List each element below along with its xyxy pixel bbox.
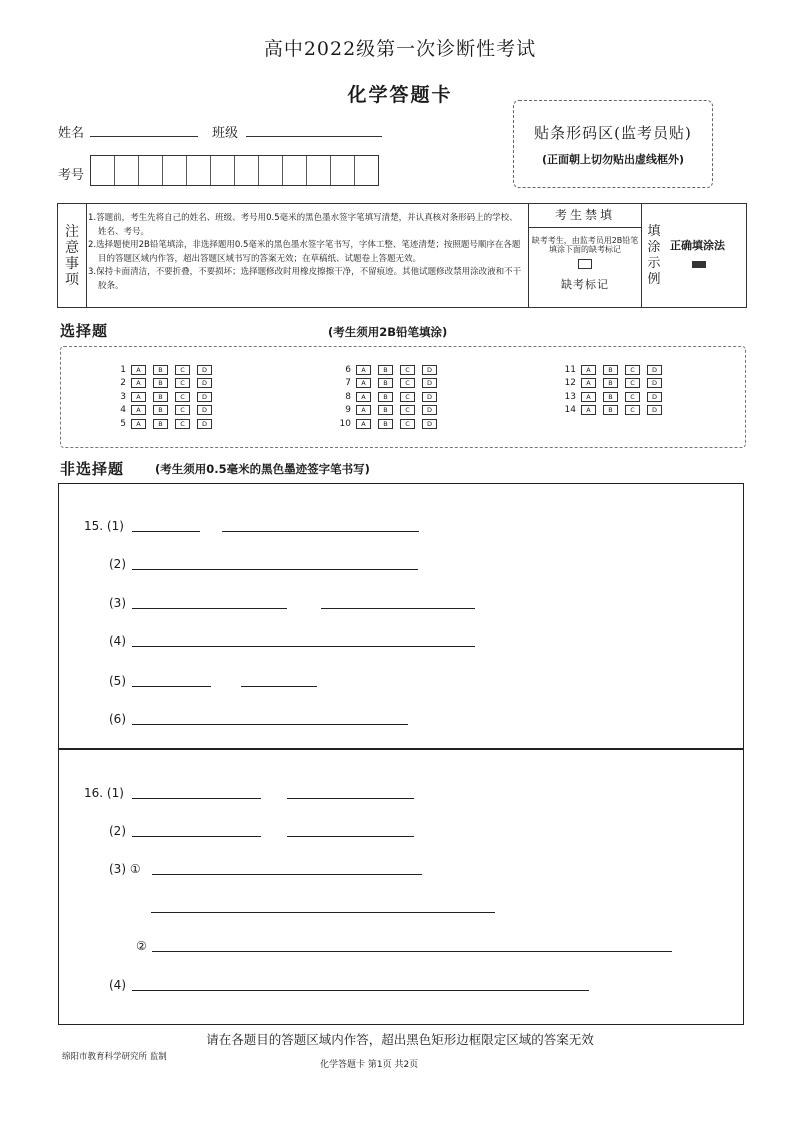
choice-option-bubble[interactable]: D — [422, 392, 437, 402]
choice-option-bubble[interactable]: A — [131, 419, 146, 429]
notice-item: 3.保持卡面清洁，不要折叠，不要损坏；选择题修改时用橡皮擦擦干净，不留痕迹。其他试题修改禁用涂改液和不干胶条。 — [88, 267, 522, 291]
barcode-label: 贴条形码区(监考员贴) — [534, 124, 692, 142]
choice-area — [60, 346, 746, 448]
class-label: 班级 — [212, 126, 239, 141]
choice-note: (考生须用2B铅笔填涂) — [328, 325, 448, 339]
absent-label: 缺考标记 — [561, 278, 609, 291]
choice-option-bubble[interactable]: D — [422, 405, 437, 415]
choice-question-number: 7 — [345, 378, 351, 388]
part-label: (5) — [109, 674, 126, 688]
choice-option-bubble[interactable]: A — [356, 405, 371, 415]
choice-option-bubble[interactable]: C — [175, 392, 190, 402]
part-label: (1) — [106, 519, 124, 533]
part-label: (6) — [109, 712, 126, 726]
publisher: 绵阳市教育科学研究所 监制 — [62, 1052, 167, 1062]
answer-line[interactable] — [132, 607, 287, 609]
choice-question-row — [331, 417, 444, 430]
choice-option-bubble[interactable]: D — [197, 392, 212, 402]
choice-option-bubble[interactable]: D — [197, 419, 212, 429]
choice-option-bubble[interactable]: C — [625, 405, 640, 415]
choice-question-number: 6 — [345, 364, 351, 375]
correct-fill-mark — [692, 261, 706, 268]
choice-question-row — [556, 377, 669, 390]
barcode-area — [513, 100, 713, 188]
choice-question-row — [331, 377, 444, 390]
answer-line[interactable] — [241, 685, 317, 687]
choice-option-bubble[interactable]: C — [400, 365, 415, 375]
answer-line[interactable] — [132, 797, 261, 799]
correct-fill-label: 正确填涂法 — [670, 239, 725, 252]
choice-question-row — [106, 417, 219, 430]
part-label: (2) — [109, 557, 126, 571]
choice-question-number: 11 — [564, 364, 576, 375]
choice-question-number: 10 — [339, 418, 351, 429]
choice-option-bubble[interactable]: B — [603, 405, 618, 415]
choice-option-bubble[interactable]: C — [175, 378, 190, 388]
part-label: (3) — [109, 596, 126, 610]
choice-option-bubble[interactable]: A — [581, 378, 596, 388]
choice-question-row — [556, 404, 669, 417]
choice-option-bubble[interactable]: A — [131, 365, 146, 375]
choice-question-number: 2 — [120, 378, 126, 388]
choice-option-bubble[interactable]: C — [625, 392, 640, 402]
choice-option-bubble[interactable]: C — [625, 365, 640, 375]
question-number: 15. — [84, 519, 104, 533]
choice-option-bubble[interactable]: A — [581, 392, 596, 402]
answer-box — [58, 483, 744, 1025]
class-field[interactable] — [246, 122, 382, 137]
notice-item: 1.答题前，考生先将自己的姓名、班级、考号用0.5毫米的黑色墨水签字笔填写清楚，并认真核对条形码上的学校、姓名、考号。 — [88, 213, 518, 237]
answer-line[interactable] — [152, 873, 422, 875]
circle-two: ② — [136, 939, 147, 953]
choice-question-row — [106, 363, 219, 376]
choice-option-bubble[interactable]: C — [175, 405, 190, 415]
choice-option-bubble[interactable]: A — [131, 378, 146, 388]
choice-question-number: 4 — [120, 405, 126, 415]
choice-question-row — [556, 363, 669, 376]
choice-option-bubble[interactable]: A — [356, 419, 371, 429]
nonchoice-note: (考生须用0.5毫米的黑色墨迹签字笔书写) — [155, 462, 370, 476]
exam-id-label: 考号 — [58, 168, 85, 183]
choice-question-number: 3 — [120, 391, 126, 402]
choice-option-bubble[interactable]: C — [175, 365, 190, 375]
barcode-note: (正面朝上切勿贴出虚线框外) — [541, 153, 685, 166]
choice-option-bubble[interactable]: D — [647, 392, 662, 402]
notice-box — [57, 203, 747, 308]
name-label: 姓名 — [58, 126, 85, 141]
choice-question-row — [106, 390, 219, 403]
page-title: 高中2022级第一次诊断性考试 — [263, 38, 537, 60]
choice-option-bubble[interactable]: D — [422, 378, 437, 388]
fill-example-heading: 填 涂 示 例 — [647, 223, 661, 287]
choice-question-row — [106, 377, 219, 390]
choice-option-bubble[interactable]: C — [400, 378, 415, 388]
page-number: 化学答题卡 第1页 共2页 — [320, 1060, 419, 1070]
question-number: 16. — [84, 786, 104, 800]
choice-option-bubble[interactable]: A — [581, 365, 596, 375]
choice-option-bubble[interactable]: B — [153, 365, 168, 375]
choice-question-number: 13 — [564, 391, 576, 402]
choice-option-bubble[interactable]: D — [197, 405, 212, 415]
choice-option-bubble[interactable]: C — [625, 378, 640, 388]
choice-question-number: 12 — [564, 378, 576, 388]
footer-warning: 请在各题目的答题区域内作答，超出黑色矩形边框限定区域的答案无效 — [206, 1032, 594, 1047]
choice-question-number: 9 — [345, 405, 351, 415]
choice-question-number: 1 — [120, 364, 126, 375]
choice-option-bubble[interactable]: D — [422, 419, 437, 429]
answer-line[interactable] — [132, 989, 589, 991]
choice-option-bubble[interactable]: C — [400, 405, 415, 415]
choice-question-row — [331, 404, 444, 417]
page-subtitle: 化学答题卡 — [347, 84, 453, 106]
part-label: (1) — [106, 786, 124, 800]
choice-option-bubble[interactable]: B — [153, 392, 168, 402]
choice-option-bubble[interactable]: B — [378, 378, 393, 388]
answer-line[interactable] — [287, 835, 414, 837]
answer-line[interactable] — [132, 835, 261, 837]
part-label: (4) — [109, 634, 126, 648]
choice-question-row — [331, 390, 444, 403]
choice-option-bubble[interactable]: B — [603, 392, 618, 402]
choice-question-number: 8 — [345, 391, 351, 402]
choice-question-row — [556, 390, 669, 403]
choice-option-bubble[interactable]: A — [356, 365, 371, 375]
choice-question-number: 14 — [564, 405, 576, 415]
choice-option-bubble[interactable]: D — [647, 378, 662, 388]
nonchoice-heading: 非选择题 — [60, 460, 125, 478]
choice-option-bubble[interactable]: D — [647, 405, 662, 415]
exam-id-grid[interactable] — [90, 155, 379, 186]
answer-line[interactable] — [222, 530, 419, 532]
answer-line[interactable] — [152, 950, 672, 952]
question-divider — [59, 748, 743, 750]
choice-option-bubble[interactable]: A — [131, 405, 146, 415]
choice-option-bubble[interactable]: B — [153, 378, 168, 388]
choice-option-bubble[interactable]: B — [378, 405, 393, 415]
choice-option-bubble[interactable]: B — [378, 392, 393, 402]
choice-option-bubble[interactable]: C — [175, 419, 190, 429]
notice-heading: 注 意 事 项 — [58, 204, 87, 307]
choice-question-row — [106, 404, 219, 417]
choice-option-bubble[interactable]: D — [197, 365, 212, 375]
exam-staff-area — [528, 204, 642, 307]
choice-option-bubble[interactable]: B — [603, 365, 618, 375]
notice-text — [88, 212, 525, 293]
choice-heading: 选择题 — [60, 322, 109, 340]
exam-staff-header: 考生禁填 — [529, 204, 641, 228]
choice-option-bubble[interactable]: D — [197, 378, 212, 388]
choice-question-number: 5 — [120, 418, 126, 429]
choice-option-bubble[interactable]: C — [400, 419, 415, 429]
answer-line[interactable] — [132, 685, 211, 687]
notice-item: 2.选择题使用2B铅笔填涂，非选择题用0.5毫米的黑色墨水签字笔书写，字体工整、笔迹清楚；按照题号顺序在各题目的答题区域内作答，超出答题区域书写的答案无效；在草稿纸、试题卷上答题无效。 — [88, 240, 521, 264]
choice-question-row — [331, 363, 444, 376]
answer-line[interactable] — [132, 645, 475, 647]
part-label: (4) — [109, 978, 126, 992]
choice-option-bubble[interactable]: A — [581, 405, 596, 415]
exam-staff-text: 缺考考生，由监考员用2B铅笔填涂下面的缺考标记 — [531, 236, 639, 254]
choice-option-bubble[interactable]: A — [131, 392, 146, 402]
choice-option-bubble[interactable]: D — [422, 365, 437, 375]
choice-option-bubble[interactable]: B — [153, 419, 168, 429]
part-label: (3) — [109, 862, 126, 876]
absent-checkbox[interactable] — [578, 259, 592, 269]
choice-option-bubble[interactable]: B — [153, 405, 168, 415]
answer-line[interactable] — [132, 530, 200, 532]
answer-line[interactable] — [151, 911, 495, 913]
answer-line[interactable] — [287, 797, 414, 799]
answer-line[interactable] — [132, 568, 418, 570]
choice-option-bubble[interactable]: B — [378, 419, 393, 429]
part-label: (2) — [109, 824, 126, 838]
choice-option-bubble[interactable]: B — [378, 365, 393, 375]
answer-line[interactable] — [132, 723, 408, 725]
name-field[interactable] — [90, 122, 198, 137]
circle-one: ① — [129, 862, 141, 876]
choice-option-bubble[interactable]: A — [356, 392, 371, 402]
choice-option-bubble[interactable]: D — [647, 365, 662, 375]
choice-option-bubble[interactable]: A — [356, 378, 371, 388]
answer-line[interactable] — [321, 607, 475, 609]
choice-option-bubble[interactable]: B — [603, 378, 618, 388]
choice-option-bubble[interactable]: C — [400, 392, 415, 402]
